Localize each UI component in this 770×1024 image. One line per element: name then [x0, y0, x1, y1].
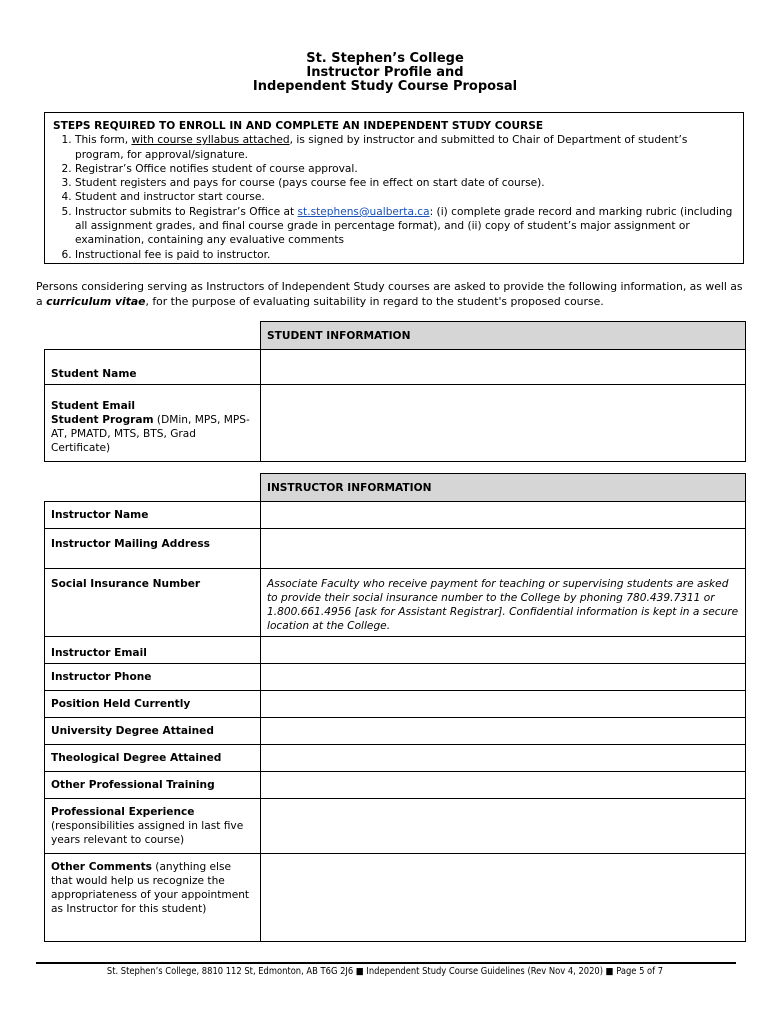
form-title: Instructor Profile and — [306, 65, 464, 80]
student-info-table — [44, 321, 746, 462]
instructor-email-field[interactable] — [261, 637, 746, 664]
position-field[interactable] — [261, 691, 746, 718]
instructor-info-header: INSTRUCTOR INFORMATION — [261, 474, 746, 502]
program-note: (DMin, MPS, MPS-AT, PMATD, MTS, BTS, Grad Certificate) — [51, 414, 250, 454]
experience-note: (responsibilities assigned in last five years relevant to course) — [51, 820, 244, 846]
intro-text: , for the purpose of evaluating suitability in regard to the student's proposed course. — [145, 294, 604, 308]
comments-field[interactable] — [261, 854, 746, 942]
spacer — [45, 474, 261, 502]
comments-label — [45, 854, 261, 942]
instructor-address-field[interactable] — [261, 529, 746, 569]
step-item — [75, 205, 735, 248]
student-email-program-field[interactable] — [261, 385, 746, 462]
univ-degree-label: University Degree Attained — [45, 718, 261, 745]
registrar-email-link[interactable]: st.stephens@ualberta.ca — [297, 205, 430, 218]
footer-divider — [36, 962, 736, 964]
student-program-label — [51, 413, 254, 455]
step-item: 2. Registrar’s Office notifies student of course approval. — [75, 162, 735, 176]
step-text: , is signed by instructor and submitted to Chair of Department of student’s program, for approval/signature. — [75, 134, 688, 161]
experience-label-bold: Professional Experience — [51, 806, 195, 818]
step-text: This form, — [75, 134, 132, 147]
experience-field[interactable] — [261, 799, 746, 854]
step-item: 6. Instructional fee is paid to instructor. — [75, 248, 735, 262]
page-footer: St. Stephen’s College, 8810 112 St, Edmonton, AB T6G 2J6 ■ Independent Study Course Guidelines (Rev Nov 4, 2020) ■ Page 5 of 7 — [106, 966, 664, 977]
syllabus-note: with course syllabus attached — [131, 134, 290, 147]
instructor-address-label: Instructor Mailing Address — [45, 529, 261, 569]
theo-degree-field[interactable] — [261, 745, 746, 772]
form-subtitle: Independent Study Course Proposal — [252, 79, 518, 94]
instructor-name-field[interactable] — [261, 502, 746, 529]
instructor-phone-label: Instructor Phone — [45, 664, 261, 691]
comments-note: (anything else that would help us recognize the appropriateness of your appointment as Instructor for this student) — [51, 861, 250, 915]
position-label: Position Held Currently — [45, 691, 261, 718]
cv-emphasis: curriculum vitae — [46, 294, 146, 308]
training-field[interactable] — [261, 772, 746, 799]
step-text: : (i) complete grade record and marking rubric (including all assignment grades, and final course grade in percentage format), and (ii) copy of student’s major assignment or examination, containing any evaluative comments — [75, 205, 733, 247]
student-info-header: STUDENT INFORMATION — [261, 322, 746, 350]
training-label: Other Professional Training — [45, 772, 261, 799]
theo-degree-label: Theological Degree Attained — [45, 745, 261, 772]
steps-list — [53, 133, 735, 262]
step-item — [75, 133, 735, 162]
instructor-name-label: Instructor Name — [45, 502, 261, 529]
steps-heading: STEPS REQUIRED TO ENROLL IN AND COMPLETE AN INDEPENDENT STUDY COURSE — [53, 120, 544, 132]
student-email-program-label — [45, 385, 261, 462]
intro-text: Persons considering serving as Instructors of Independent Study courses are asked to provide the following information, as well as a — [36, 280, 743, 308]
student-name-label: Student Name — [45, 350, 261, 385]
intro-paragraph — [36, 280, 748, 309]
sin-note: Associate Faculty who receive payment for teaching or supervising students are asked to provide their social insurance number to the College by phoning 780.439.7311 or 1.800.661.4956 [ask for Assistant Registrar]. Confidential information is kept in a secure location at the College. — [261, 569, 746, 637]
program-label-bold: Student Program — [51, 414, 154, 426]
experience-label — [45, 799, 261, 854]
instructor-info-table — [44, 473, 746, 942]
step-item: 3. Student registers and pays for course (pays course fee in effect on start date of course). — [75, 176, 735, 190]
instructor-email-label: Instructor Email — [45, 637, 261, 664]
comments-label-bold: Other Comments — [51, 861, 152, 873]
steps-box — [44, 112, 744, 264]
univ-degree-field[interactable] — [261, 718, 746, 745]
student-name-field[interactable] — [261, 350, 746, 385]
student-email-label: Student Email — [51, 400, 135, 412]
instructor-phone-field[interactable] — [261, 664, 746, 691]
step-item: 4. Student and instructor start course. — [75, 190, 735, 204]
step-text: Instructor submits to Registrar’s Office at — [75, 205, 298, 218]
sin-label: Social Insurance Number — [45, 569, 261, 637]
college-title: St. Stephen’s College — [306, 51, 464, 66]
spacer — [45, 322, 261, 350]
